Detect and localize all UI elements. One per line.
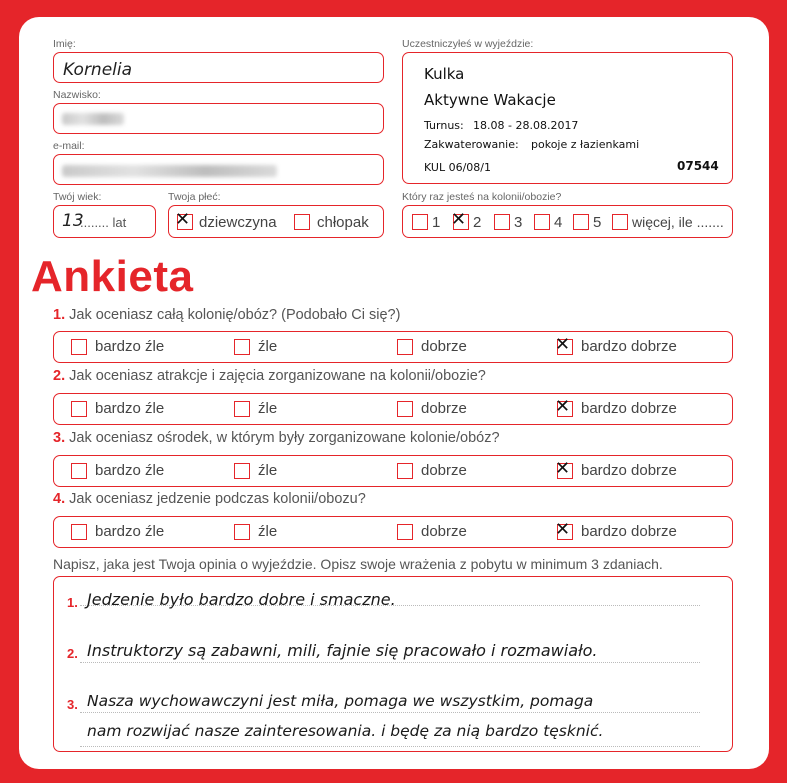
gender-field bbox=[168, 205, 384, 238]
opinion-prompt: Napisz, jaka jest Twoja opinia o wyjeździe. Opisz swoje wrażenia z pobytu w minimum 3 zdaniach. bbox=[53, 556, 663, 572]
age-value: 13 bbox=[62, 211, 84, 231]
email-label: e-mail: bbox=[53, 140, 85, 152]
check-mark-icon: ✕ bbox=[555, 458, 571, 479]
check-mark-icon: ✕ bbox=[175, 209, 191, 230]
question-3-answers bbox=[53, 455, 733, 487]
rating-option-label: bardzo dobrze bbox=[581, 338, 677, 355]
rating-option-label: bardzo dobrze bbox=[581, 462, 677, 479]
accommodation-value: pokoje z łazienkami bbox=[531, 138, 640, 151]
times-option-3: 3 bbox=[514, 214, 523, 231]
times-option-1: 1 bbox=[432, 214, 441, 231]
question-2-answers bbox=[53, 393, 733, 425]
rating-checkbox-2[interactable] bbox=[234, 401, 250, 417]
rating-checkbox-1[interactable] bbox=[71, 401, 87, 417]
first-name-value: Kornelia bbox=[63, 60, 133, 80]
check-mark-icon: ✕ bbox=[451, 209, 467, 230]
rating-checkbox-2[interactable] bbox=[234, 339, 250, 355]
rating-option-label: źle bbox=[258, 462, 278, 479]
question-number: 4. bbox=[53, 491, 66, 507]
rating-checkbox-3[interactable] bbox=[397, 463, 413, 479]
times-checkbox-1[interactable] bbox=[412, 214, 428, 230]
times-field bbox=[402, 205, 733, 238]
turnus-value: 18.08 - 28.08.2017 bbox=[473, 119, 579, 132]
opinion-text: Instruktorzy są zabawni, mili, fajnie się pracowało i rozmawiało. bbox=[87, 641, 598, 660]
question-4-text bbox=[53, 491, 366, 507]
question-label: Jak oceniasz ośrodek, w którym były zorganizowane kolonie/obóz? bbox=[69, 430, 500, 446]
last-name-field[interactable] bbox=[53, 103, 384, 134]
gender-checkbox-girl[interactable] bbox=[175, 209, 193, 230]
rating-checkbox-3[interactable] bbox=[397, 524, 413, 540]
rating-checkbox-2[interactable] bbox=[234, 463, 250, 479]
camp-code: KUL 06/08/1 bbox=[424, 161, 491, 174]
times-option-2: 2 bbox=[473, 214, 482, 231]
rating-checkbox-1[interactable] bbox=[71, 339, 87, 355]
gender-option-girl: dziewczyna bbox=[199, 214, 277, 231]
question-3-text bbox=[53, 430, 500, 446]
rating-checkbox-1[interactable] bbox=[71, 524, 87, 540]
rating-option-label: bardzo źle bbox=[95, 400, 165, 417]
question-2-text bbox=[53, 368, 486, 384]
rating-checkbox-3[interactable] bbox=[397, 401, 413, 417]
times-checkbox-more[interactable] bbox=[612, 214, 628, 230]
rating-checkbox-2[interactable] bbox=[234, 524, 250, 540]
rating-option-label: bardzo dobrze bbox=[581, 400, 677, 417]
redacted-email bbox=[62, 165, 277, 177]
last-name-label: Nazwisko: bbox=[53, 89, 101, 101]
rating-option-label: dobrze bbox=[421, 523, 467, 540]
rating-option-label: źle bbox=[258, 338, 278, 355]
rating-option-label: źle bbox=[258, 523, 278, 540]
rating-option-label: bardzo źle bbox=[95, 523, 165, 540]
camp-name: Kulka bbox=[424, 65, 465, 83]
form-number: 07544 bbox=[677, 159, 719, 173]
first-name-field[interactable] bbox=[53, 52, 384, 83]
rating-checkbox-1[interactable] bbox=[71, 463, 87, 479]
gender-label: Twoja płeć: bbox=[168, 191, 221, 203]
times-option-more: więcej, ile ....... bbox=[632, 214, 724, 230]
check-mark-icon: ✕ bbox=[555, 396, 571, 417]
age-suffix: ........ lat bbox=[80, 215, 127, 230]
times-checkbox-3[interactable] bbox=[494, 214, 510, 230]
camp-label: Uczestniczyłeś w wyjeździe: bbox=[402, 38, 534, 50]
times-checkbox-5[interactable] bbox=[573, 214, 589, 230]
question-number: 2. bbox=[53, 368, 66, 384]
times-option-4: 4 bbox=[554, 214, 563, 231]
survey-title: Ankieta bbox=[31, 252, 194, 301]
writing-line bbox=[80, 662, 700, 663]
question-4-answers bbox=[53, 516, 733, 548]
gender-checkbox-boy[interactable] bbox=[294, 214, 310, 230]
rating-checkbox-4[interactable] bbox=[555, 334, 573, 355]
rating-option-label: dobrze bbox=[421, 462, 467, 479]
accommodation-label: Zakwaterowanie: bbox=[424, 138, 519, 151]
opinion-number: 3. bbox=[67, 697, 78, 712]
times-checkbox-4[interactable] bbox=[534, 214, 550, 230]
redacted-last-name bbox=[62, 113, 124, 125]
rating-option-label: źle bbox=[258, 400, 278, 417]
question-label: Jak oceniasz całą kolonię/obóz? (Podobało Ci się?) bbox=[69, 307, 401, 323]
question-number: 1. bbox=[53, 307, 66, 323]
opinion-text: Jedzenie było bardzo dobre i smaczne. bbox=[87, 590, 396, 609]
first-name-label: Imię: bbox=[53, 38, 76, 50]
rating-option-label: dobrze bbox=[421, 400, 467, 417]
question-label: Jak oceniasz atrakcje i zajęcia zorganizowane na kolonii/obozie? bbox=[69, 368, 486, 384]
rating-option-label: bardzo źle bbox=[95, 338, 165, 355]
email-field[interactable] bbox=[53, 154, 384, 185]
rating-option-label: bardzo dobrze bbox=[581, 523, 677, 540]
rating-option-label: dobrze bbox=[421, 338, 467, 355]
check-mark-icon: ✕ bbox=[555, 519, 571, 540]
opinion-text: nam rozwijać nasze zainteresowania. i będę za nią bardzo tęsknić. bbox=[87, 722, 604, 740]
opinion-text: Nasza wychowawczyni jest miła, pomaga we wszystkim, pomaga bbox=[87, 692, 594, 710]
writing-line bbox=[80, 746, 700, 747]
rating-checkbox-4[interactable] bbox=[555, 458, 573, 479]
question-1-answers bbox=[53, 331, 733, 363]
question-number: 3. bbox=[53, 430, 66, 446]
rating-checkbox-4[interactable] bbox=[555, 519, 573, 540]
age-field[interactable] bbox=[53, 205, 156, 238]
gender-option-boy: chłopak bbox=[317, 214, 369, 231]
rating-checkbox-4[interactable] bbox=[555, 396, 573, 417]
turnus-label: Turnus: bbox=[424, 119, 464, 132]
opinion-number: 1. bbox=[67, 595, 78, 610]
question-label: Jak oceniasz jedzenie podczas kolonii/obozu? bbox=[69, 491, 366, 507]
age-label: Twój wiek: bbox=[53, 191, 102, 203]
question-1-text bbox=[53, 307, 400, 323]
check-mark-icon: ✕ bbox=[555, 334, 571, 355]
times-checkbox-2[interactable] bbox=[451, 209, 469, 230]
rating-option-label: bardzo źle bbox=[95, 462, 165, 479]
rating-checkbox-3[interactable] bbox=[397, 339, 413, 355]
camp-program: Aktywne Wakacje bbox=[424, 91, 556, 109]
camp-info-box bbox=[402, 52, 733, 184]
times-option-5: 5 bbox=[593, 214, 602, 231]
writing-line bbox=[80, 712, 700, 713]
opinion-number: 2. bbox=[67, 646, 78, 661]
times-label: Który raz jesteś na kolonii/obozie? bbox=[402, 191, 562, 203]
